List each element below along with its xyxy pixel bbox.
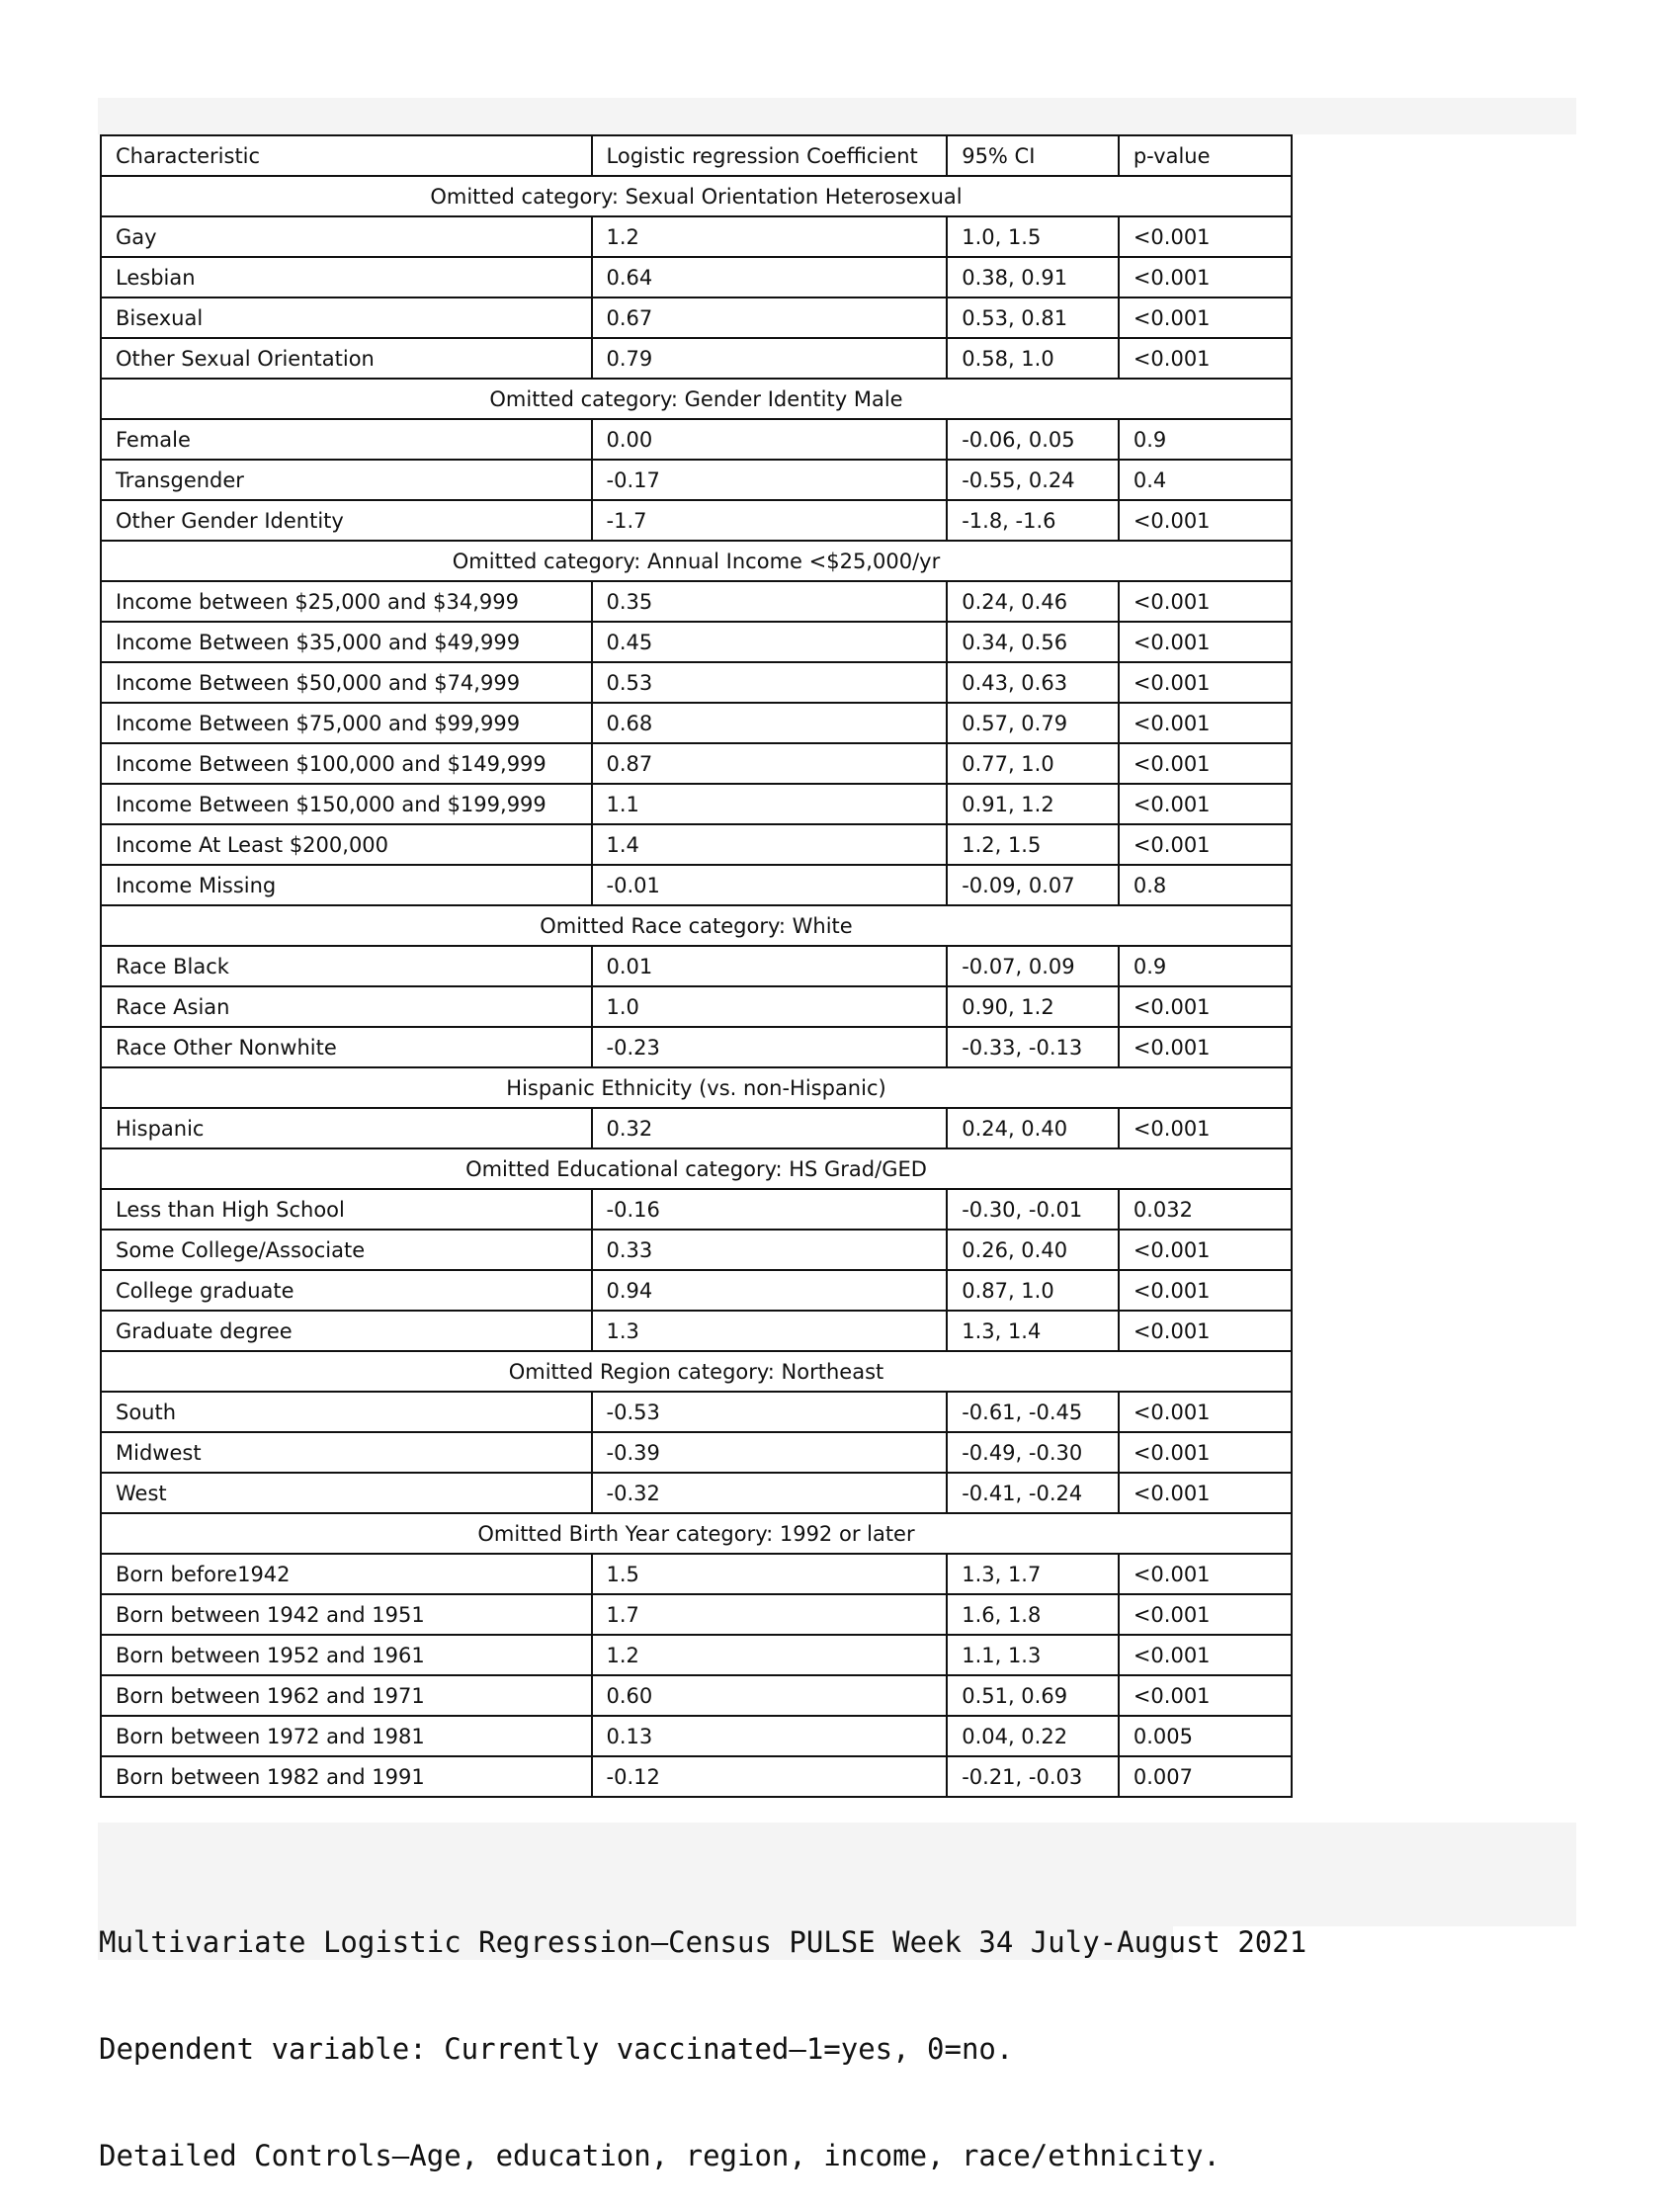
coefficient-cell: 0.79 (592, 338, 948, 379)
characteristic-cell: Lesbian (101, 257, 592, 297)
ci-cell: -0.07, 0.09 (947, 946, 1119, 986)
coefficient-cell: -0.12 (592, 1756, 948, 1797)
ci-cell: 1.1, 1.3 (947, 1635, 1119, 1675)
regression-table (100, 134, 1293, 1798)
p-value-cell: <0.001 (1119, 257, 1292, 297)
characteristic-cell: Other Sexual Orientation (101, 338, 592, 379)
ci-cell: 0.53, 0.81 (947, 297, 1119, 338)
characteristic-cell: Income Missing (101, 865, 592, 905)
ci-cell: -0.49, -0.30 (947, 1432, 1119, 1473)
characteristic-cell: Income Between $75,000 and $99,999 (101, 703, 592, 743)
coefficient-cell: 1.4 (592, 824, 948, 865)
ci-cell: -0.55, 0.24 (947, 460, 1119, 500)
section-title: Omitted Birth Year category: 1992 or later (101, 1513, 1292, 1554)
characteristic-cell: Graduate degree (101, 1311, 592, 1351)
section-title: Omitted category: Annual Income <$25,000/yr (101, 541, 1292, 581)
ci-cell: 0.51, 0.69 (947, 1675, 1119, 1716)
ci-cell: -1.8, -1.6 (947, 500, 1119, 541)
table-row (101, 824, 1292, 865)
p-value-cell: <0.001 (1119, 662, 1292, 703)
table-row (101, 1027, 1292, 1067)
p-value-cell: 0.4 (1119, 460, 1292, 500)
characteristic-cell: Some College/Associate (101, 1230, 592, 1270)
section-header-row (101, 1513, 1292, 1554)
table-row (101, 581, 1292, 622)
characteristic-cell: Transgender (101, 460, 592, 500)
table-row (101, 460, 1292, 500)
table-row (101, 1594, 1292, 1635)
section-title: Hispanic Ethnicity (vs. non-Hispanic) (101, 1067, 1292, 1108)
coefficient-cell: 0.45 (592, 622, 948, 662)
section-title: Omitted Region category: Northeast (101, 1351, 1292, 1392)
table-row (101, 703, 1292, 743)
ci-cell: 0.24, 0.40 (947, 1108, 1119, 1148)
coefficient-cell: -0.16 (592, 1189, 948, 1230)
characteristic-cell: College graduate (101, 1270, 592, 1311)
table-header-row (101, 135, 1292, 176)
p-value-cell: <0.001 (1119, 1675, 1292, 1716)
ci-cell: 0.58, 1.0 (947, 338, 1119, 379)
characteristic-cell: Other Gender Identity (101, 500, 592, 541)
section-title: Omitted category: Sexual Orientation Heterosexual (101, 176, 1292, 216)
ci-cell: 1.3, 1.7 (947, 1554, 1119, 1594)
section-title: Omitted category: Gender Identity Male (101, 379, 1292, 419)
coefficient-cell: 0.32 (592, 1108, 948, 1148)
table-row (101, 622, 1292, 662)
p-value-cell: <0.001 (1119, 703, 1292, 743)
ci-cell: 0.04, 0.22 (947, 1716, 1119, 1756)
ci-cell: 0.91, 1.2 (947, 784, 1119, 824)
ci-cell: 1.0, 1.5 (947, 216, 1119, 257)
section-header-row (101, 176, 1292, 216)
characteristic-cell: Gay (101, 216, 592, 257)
characteristic-cell: Midwest (101, 1432, 592, 1473)
coefficient-cell: 0.68 (592, 703, 948, 743)
characteristic-cell: Race Black (101, 946, 592, 986)
ci-cell: -0.30, -0.01 (947, 1189, 1119, 1230)
characteristic-cell: Born between 1982 and 1991 (101, 1756, 592, 1797)
p-value-cell: <0.001 (1119, 216, 1292, 257)
table-row (101, 946, 1292, 986)
p-value-cell: <0.001 (1119, 743, 1292, 784)
section-header-row (101, 541, 1292, 581)
table-row (101, 257, 1292, 297)
characteristic-cell: Born between 1972 and 1981 (101, 1716, 592, 1756)
coefficient-cell: 0.35 (592, 581, 948, 622)
coefficient-cell: 1.7 (592, 1594, 948, 1635)
characteristic-cell: Born between 1942 and 1951 (101, 1594, 592, 1635)
p-value-cell: <0.001 (1119, 1473, 1292, 1513)
coefficient-cell: -0.32 (592, 1473, 948, 1513)
p-value-cell: <0.001 (1119, 1230, 1292, 1270)
table-row (101, 1432, 1292, 1473)
ci-cell: 0.24, 0.46 (947, 581, 1119, 622)
p-value-cell: <0.001 (1119, 1594, 1292, 1635)
ci-cell: -0.61, -0.45 (947, 1392, 1119, 1432)
characteristic-cell: Income between $25,000 and $34,999 (101, 581, 592, 622)
characteristic-cell: Income At Least $200,000 (101, 824, 592, 865)
characteristic-cell: Female (101, 419, 592, 460)
header-p-value: p-value (1119, 135, 1292, 176)
coefficient-cell: 0.60 (592, 1675, 948, 1716)
section-header-row (101, 1067, 1292, 1108)
table-row (101, 986, 1292, 1027)
note-line: Detailed Controls—Age, education, region, income, race/ethnicity. (99, 2139, 1220, 2172)
table-row (101, 419, 1292, 460)
table-row (101, 743, 1292, 784)
p-value-cell: <0.001 (1119, 1554, 1292, 1594)
table-row (101, 1311, 1292, 1351)
top-background-band (98, 98, 1576, 134)
coefficient-cell: 0.64 (592, 257, 948, 297)
ci-cell: 0.43, 0.63 (947, 662, 1119, 703)
table-row (101, 1756, 1292, 1797)
p-value-cell: <0.001 (1119, 1311, 1292, 1351)
coefficient-cell: -0.53 (592, 1392, 948, 1432)
table-notes (99, 1853, 1306, 2209)
ci-cell: -0.21, -0.03 (947, 1756, 1119, 1797)
coefficient-cell: 1.1 (592, 784, 948, 824)
p-value-cell: <0.001 (1119, 1027, 1292, 1067)
characteristic-cell: Bisexual (101, 297, 592, 338)
p-value-cell: 0.8 (1119, 865, 1292, 905)
table-row (101, 1392, 1292, 1432)
ci-cell: 0.34, 0.56 (947, 622, 1119, 662)
p-value-cell: <0.001 (1119, 1432, 1292, 1473)
header-ci: 95% CI (947, 135, 1119, 176)
ci-cell: 0.87, 1.0 (947, 1270, 1119, 1311)
coefficient-cell: 0.87 (592, 743, 948, 784)
ci-cell: 1.6, 1.8 (947, 1594, 1119, 1635)
ci-cell: -0.41, -0.24 (947, 1473, 1119, 1513)
ci-cell: 0.38, 0.91 (947, 257, 1119, 297)
header-coefficient: Logistic regression Coefficient (592, 135, 948, 176)
characteristic-cell: West (101, 1473, 592, 1513)
p-value-cell: 0.032 (1119, 1189, 1292, 1230)
header-characteristic: Characteristic (101, 135, 592, 176)
section-title: Omitted Race category: White (101, 905, 1292, 946)
p-value-cell: <0.001 (1119, 500, 1292, 541)
section-header-row (101, 1351, 1292, 1392)
table-row (101, 1189, 1292, 1230)
section-header-row (101, 379, 1292, 419)
coefficient-cell: -0.23 (592, 1027, 948, 1067)
p-value-cell: 0.9 (1119, 946, 1292, 986)
coefficient-cell: 0.13 (592, 1716, 948, 1756)
table-row (101, 500, 1292, 541)
p-value-cell: 0.007 (1119, 1756, 1292, 1797)
ci-cell: 0.57, 0.79 (947, 703, 1119, 743)
section-header-row (101, 1148, 1292, 1189)
table-row (101, 784, 1292, 824)
p-value-cell: <0.001 (1119, 824, 1292, 865)
table-row (101, 1554, 1292, 1594)
characteristic-cell: Income Between $150,000 and $199,999 (101, 784, 592, 824)
coefficient-cell: 0.33 (592, 1230, 948, 1270)
coefficient-cell: -0.17 (592, 460, 948, 500)
p-value-cell: <0.001 (1119, 1392, 1292, 1432)
coefficient-cell: 0.00 (592, 419, 948, 460)
p-value-cell: <0.001 (1119, 297, 1292, 338)
p-value-cell: <0.001 (1119, 1108, 1292, 1148)
ci-cell: -0.09, 0.07 (947, 865, 1119, 905)
table-row (101, 338, 1292, 379)
table-row (101, 865, 1292, 905)
characteristic-cell: Income Between $35,000 and $49,999 (101, 622, 592, 662)
ci-cell: -0.06, 0.05 (947, 419, 1119, 460)
p-value-cell: 0.005 (1119, 1716, 1292, 1756)
table-row (101, 1108, 1292, 1148)
ci-cell: 1.2, 1.5 (947, 824, 1119, 865)
p-value-cell: <0.001 (1119, 1270, 1292, 1311)
coefficient-cell: 1.3 (592, 1311, 948, 1351)
note-line: Multivariate Logistic Regression—Census PULSE Week 34 July-August 2021 (99, 1925, 1307, 1959)
section-header-row (101, 905, 1292, 946)
coefficient-cell: -1.7 (592, 500, 948, 541)
regression-table-body (101, 135, 1292, 1797)
coefficient-cell: -0.01 (592, 865, 948, 905)
table-row (101, 1675, 1292, 1716)
p-value-cell: <0.001 (1119, 986, 1292, 1027)
table-row (101, 297, 1292, 338)
characteristic-cell: Born between 1962 and 1971 (101, 1675, 592, 1716)
ci-cell: 0.77, 1.0 (947, 743, 1119, 784)
ci-cell: 0.90, 1.2 (947, 986, 1119, 1027)
table-row (101, 1270, 1292, 1311)
p-value-cell: <0.001 (1119, 1635, 1292, 1675)
characteristic-cell: Race Asian (101, 986, 592, 1027)
characteristic-cell: Income Between $100,000 and $149,999 (101, 743, 592, 784)
table-row (101, 1635, 1292, 1675)
p-value-cell: <0.001 (1119, 581, 1292, 622)
p-value-cell: <0.001 (1119, 784, 1292, 824)
table-row (101, 1230, 1292, 1270)
table-row (101, 1716, 1292, 1756)
coefficient-cell: 1.2 (592, 216, 948, 257)
ci-cell: -0.33, -0.13 (947, 1027, 1119, 1067)
characteristic-cell: Born before1942 (101, 1554, 592, 1594)
ci-cell: 1.3, 1.4 (947, 1311, 1119, 1351)
characteristic-cell: Income Between $50,000 and $74,999 (101, 662, 592, 703)
coefficient-cell: -0.39 (592, 1432, 948, 1473)
p-value-cell: <0.001 (1119, 622, 1292, 662)
coefficient-cell: 1.0 (592, 986, 948, 1027)
table-row (101, 1473, 1292, 1513)
coefficient-cell: 0.01 (592, 946, 948, 986)
coefficient-cell: 0.94 (592, 1270, 948, 1311)
coefficient-cell: 1.2 (592, 1635, 948, 1675)
characteristic-cell: Race Other Nonwhite (101, 1027, 592, 1067)
characteristic-cell: Born between 1952 and 1961 (101, 1635, 592, 1675)
section-title: Omitted Educational category: HS Grad/GED (101, 1148, 1292, 1189)
note-line: Dependent variable: Currently vaccinated—1=yes, 0=no. (99, 2032, 1014, 2066)
coefficient-cell: 0.67 (592, 297, 948, 338)
characteristic-cell: Hispanic (101, 1108, 592, 1148)
table-row (101, 662, 1292, 703)
characteristic-cell: Less than High School (101, 1189, 592, 1230)
coefficient-cell: 1.5 (592, 1554, 948, 1594)
table-row (101, 216, 1292, 257)
p-value-cell: 0.9 (1119, 419, 1292, 460)
p-value-cell: <0.001 (1119, 338, 1292, 379)
ci-cell: 0.26, 0.40 (947, 1230, 1119, 1270)
characteristic-cell: South (101, 1392, 592, 1432)
coefficient-cell: 0.53 (592, 662, 948, 703)
